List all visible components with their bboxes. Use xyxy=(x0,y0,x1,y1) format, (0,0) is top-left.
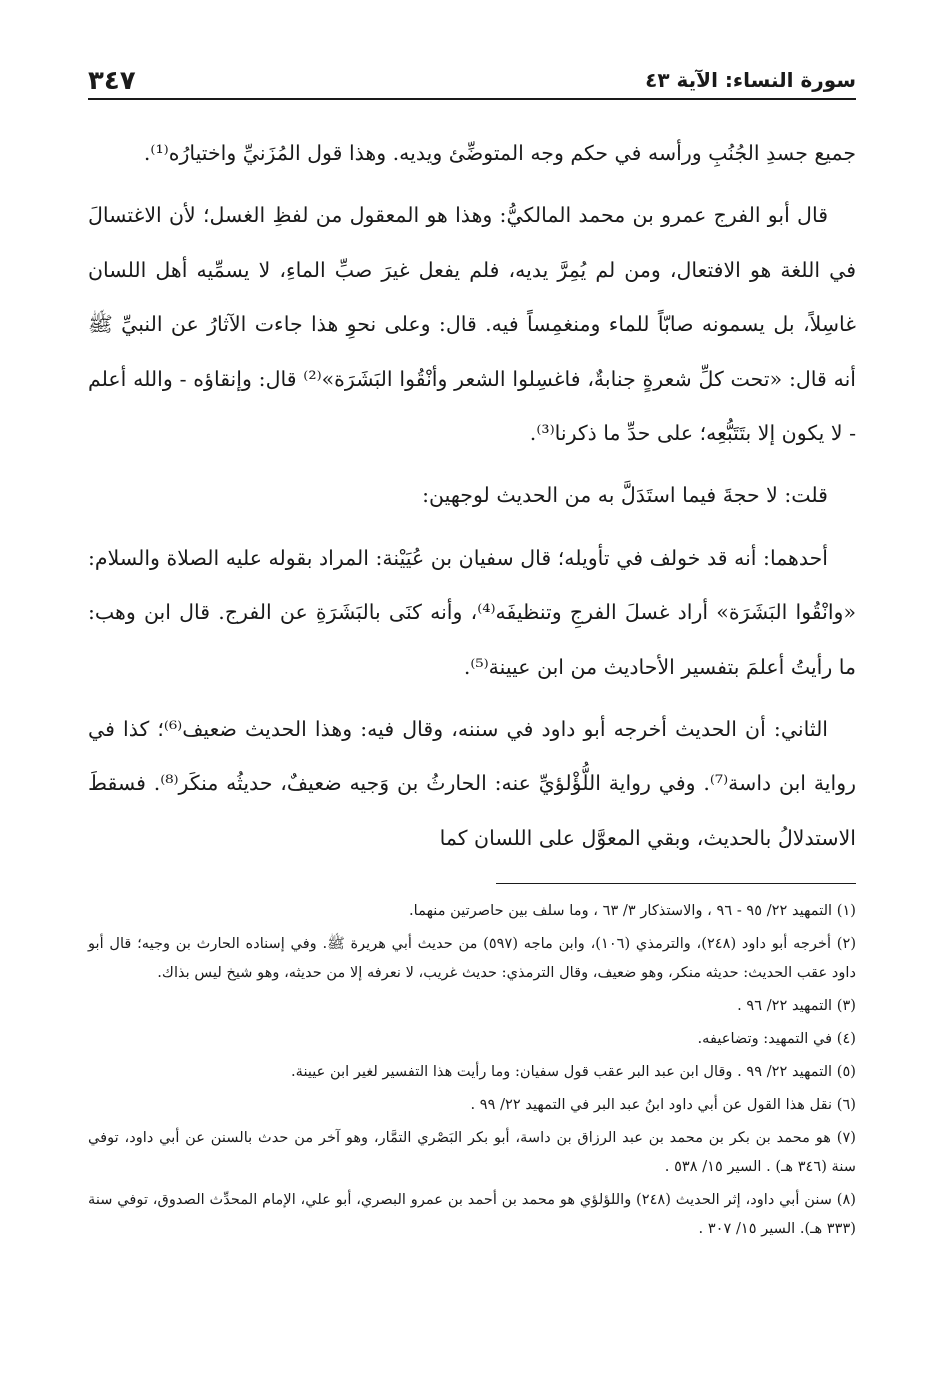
footnote: (٦) نقل هذا القول عن أبي داود ابنُ عبد البر في التمهيد ٢٢/ ٩٩ . xyxy=(470,1096,856,1114)
footnote: (٣) التمهيد ٢٢/ ٩٦ . xyxy=(737,997,856,1015)
paragraph: قال أبو الفرج عمرو بن محمد المالكيُّ: وهذا هو المعقول من لفظِ الغسل؛ لأن الاغتسالَ في اللغة هو الافتعال، ومن لم يُمِرَّ يديه، فلم يفعل غيرَ صبِّ الماءِ، لا يسمِّيه أهل اللسان غاسِلاً، بل يسمونه صابّاً للماء ومنغمِساً فيه. قال: وعلى نحوِ هذا جاءت الآثارُ عن النبيِّ ﷺ أنه قال: «تحت كلِّ شعرةٍ جنابةٌ، فاغسِلوا الشعر وأنْقُوا البَشَرَة»⁽²⁾ قال: وإنقاؤه - والله أعلم - لا يكون إلا بتَتَبُّعِه؛ على حدِّ ما ذكرنا⁽³⁾. xyxy=(88,203,856,446)
footnote: (٥) التمهيد ٢٢/ ٩٩ . وقال ابن عبد البر عقب قول سفيان: وما رأيت هذا التفسير لغير ابن عيينة. xyxy=(290,1063,856,1081)
paragraph: قلت: لا حجةَ فيما استَدَلَّ به من الحديث لوجهين: xyxy=(422,483,828,508)
footnote-separator xyxy=(496,883,856,884)
paragraph: أحدهما: أنه قد خولف في تأويله؛ قال سفيان بن عُيَيْنة: المراد بقوله عليه الصلاة والسلام: «وانْقُوا البَشَرَة» أراد غسلَ الفرجِ وتنظيفَه⁽⁴⁾، وأنه كنَى بالبَشَرَةِ عن الفرج. قال ابن وهب: ما رأيتُ أعلمَ بتفسير الأحاديث من ابن عيينة⁽⁵⁾. xyxy=(88,545,857,679)
footnote: (٧) هو محمد بن بكر بن محمد بن عبد الرزاق بن داسة، أبو بكر البَصْري التمَّار، وهو آخر من حدث بالسنن عن أبي داود، توفي سنة (٣٤٦ هـ) . السير ١٥/ ٥٣٨ . xyxy=(88,1129,856,1176)
page-header xyxy=(88,58,856,100)
page-number: ٣٤٧ xyxy=(88,66,136,96)
footnote: (٤) في التمهيد: وتضاعيفه. xyxy=(697,1030,856,1048)
running-head: سورة النساء: الآية ٤٣ xyxy=(645,68,856,92)
main-text xyxy=(88,126,856,865)
footnote: (٢) أخرجه أبو داود (٢٤٨)، والترمذي (١٠٦)، وابن ماجه (٥٩٧) من حديث أبي هريرة ﷺ. وفي إسناده الحارث بن وجيه؛ قال أبو داود عقب الحديث: حديثه منكر، وهو ضعيف، وقال الترمذي: حديث غريب، لا نعرفه إلا من حديثه، وهو شيخ ليس بذاك. xyxy=(88,935,857,982)
footnote: (٨) سنن أبي داود، إثر الحديث (٢٤٨) واللؤلؤي هو محمد بن أحمد بن عمرو البصري، أبو علي، الإمام المحدِّث الصدوق، توفي سنة (٣٣٣ هـ). السير ١٥/ ٣٠٧ . xyxy=(88,1191,856,1238)
paragraph: الثاني: أن الحديث أخرجه أبو داود في سننه، وقال فيه: وهذا الحديث ضعيف⁽⁶⁾؛ كذا في رواية ابن داسة⁽⁷⁾. وفي رواية اللُّؤْلؤيِّ عنه: الحارثُ بن وَجيه ضعيفٌ، حديثُه منكَر⁽⁸⁾. فسقطَ الاستدلالُ بالحديث، وبقي المعوَّل على اللسان كما xyxy=(88,717,857,850)
footnote: (١) التمهيد ٢٢/ ٩٥ - ٩٦ ، والاستذكار ٣/ ٦٣ ، وما سلف بين حاصرتين منهما. xyxy=(409,902,856,920)
book-page xyxy=(88,58,856,1358)
footnotes xyxy=(88,896,856,1243)
paragraph: جميع جسدِ الجُنُبِ ورأسه في حكم وجه المتوضِّئ ويديه. وهذا قول المُزَنيِّ واختيارُه⁽¹⁾. xyxy=(143,141,856,165)
